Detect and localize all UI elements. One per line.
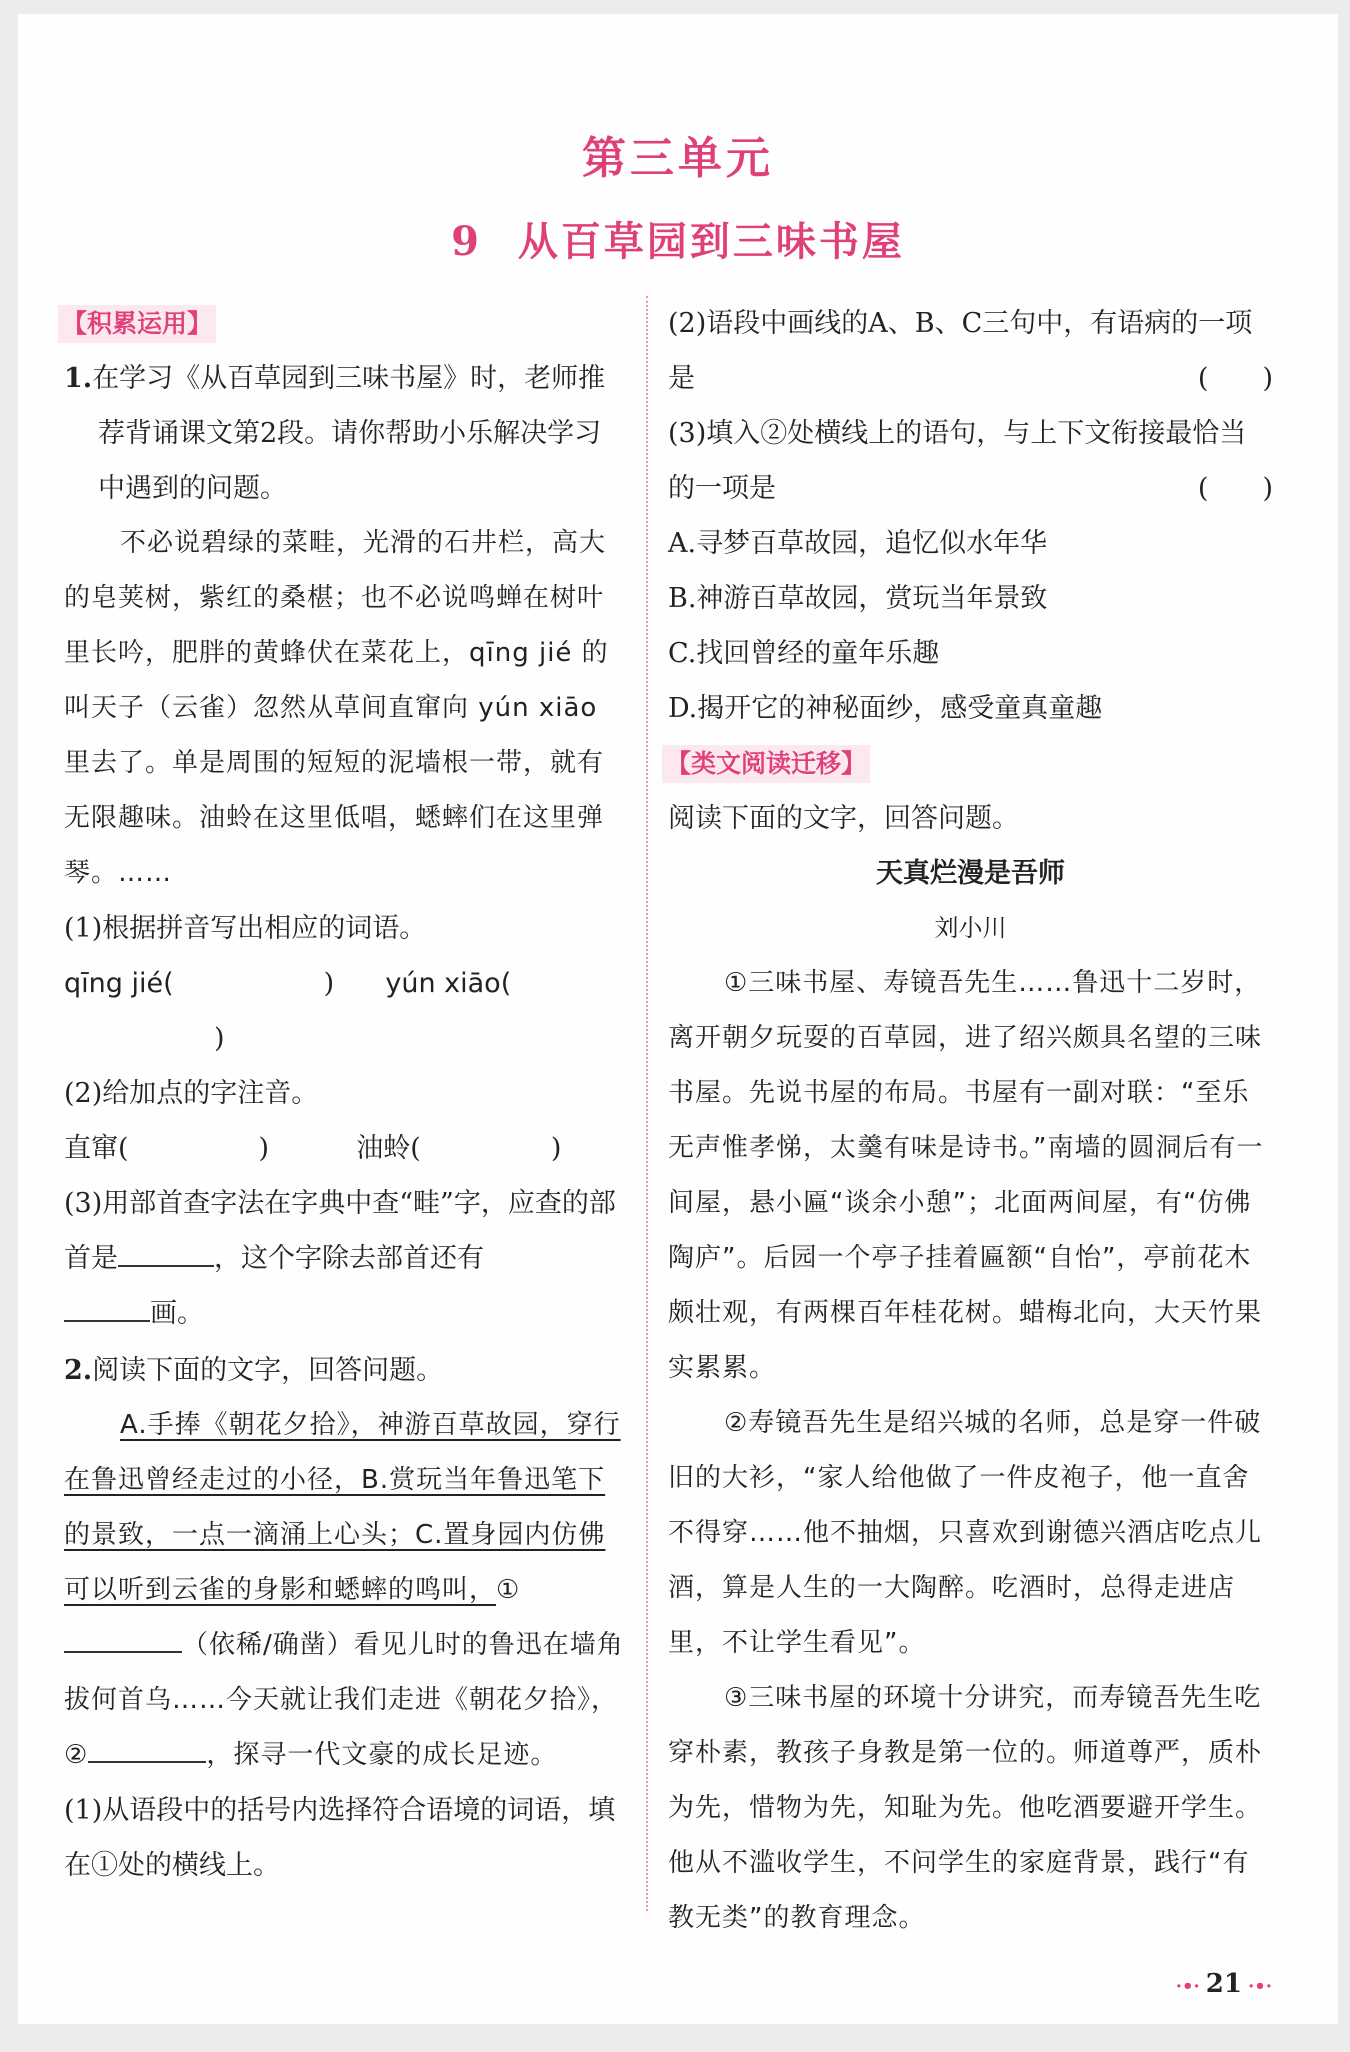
question-1-passage: 不必说碧绿的菜畦，光滑的石井栏，高大的皂荚树，紫红的桑椹；也不必说鸣蝉在树叶里长吟，肥胖的黄蜂伏在菜花上，qīng jié 的叫天子（云雀）忽然从草间直窜向 yún xiāo 里去了。单是周围的短短的泥墙根一带，就有无限趣味。油蛉在这里低唱，蟋蟀们在这里弹琴。…… bbox=[64, 528, 609, 888]
article-paragraph-3: ③三味书屋的环境十分讲究，而寿镜吾先生吃穿朴素，教孩子身教是第一位的。师道尊严，质朴为先，惜物为先，知耻为先。他吃酒要避开学生。他从不滥收学生，不问学生的家庭背景，践行“有教无类”的教育理念。 bbox=[668, 1683, 1263, 1933]
answer-paren-2[interactable]: ( ) bbox=[1197, 473, 1273, 504]
option-d[interactable]: D.揭开它的神秘面纱，感受童真童趣 bbox=[668, 693, 1103, 724]
question-1-number: 1. bbox=[64, 363, 93, 394]
sentence-b: B.赏玩当年鲁迅笔下的景致，一点一滴涌上心头； bbox=[64, 1465, 606, 1550]
page-number bbox=[1170, 1969, 1278, 1999]
radical-blank[interactable] bbox=[118, 1233, 214, 1267]
option-a[interactable]: A.寻梦百草故园，追忆似水年华 bbox=[668, 528, 1048, 559]
section-tag-reading: 【类文阅读迁移】 bbox=[662, 745, 870, 783]
q1-pinyin-row bbox=[64, 956, 624, 1066]
q1-sub3-part-b: ，这个字除去部首还有 bbox=[214, 1243, 484, 1274]
blank-2[interactable] bbox=[88, 1729, 206, 1763]
option-c[interactable]: C.找回曾经的童年乐趣 bbox=[668, 638, 940, 669]
word-2: 油蛉( bbox=[356, 1133, 421, 1164]
q1-sub1: (1)根据拼音写出相应的词语。 bbox=[64, 913, 427, 944]
pinyin-2: yún xiāo( bbox=[385, 968, 512, 999]
left-column bbox=[64, 296, 624, 1893]
workbook-page bbox=[18, 14, 1338, 2024]
passage-continued: （依稀/确凿）看见儿时的鲁迅在墙角拔何首乌……今天就让我们走进《朝花夕拾》，② bbox=[64, 1630, 624, 1770]
q1-sub2: (2)给加点的字注音。 bbox=[64, 1078, 319, 1109]
pinyin-1: qīng jié( bbox=[64, 968, 174, 999]
paren: ) bbox=[214, 1023, 225, 1054]
option-b[interactable]: B.神游百草故园，赏玩当年景致 bbox=[668, 583, 1048, 614]
article-author: 刘小川 bbox=[934, 914, 1007, 942]
question-1-stem bbox=[64, 351, 624, 516]
q1-sub3-part-a: (3)用部首查字法在字典中查“畦”字，应查的部首是 bbox=[64, 1188, 616, 1274]
q2-sub1: (1)从语段中的括号内选择符合语境的词语，填在①处的横线上。 bbox=[64, 1795, 616, 1881]
q2-sub3-text: (3)填入②处横线上的语句，与上下文衔接最恰当的一项是 bbox=[668, 418, 1247, 504]
question-2-stem bbox=[64, 1343, 624, 1398]
question-2-text: 阅读下面的文字，回答问题。 bbox=[92, 1355, 444, 1386]
unit-title: 第三单元 bbox=[582, 133, 774, 184]
article-paragraph-1: ①三味书屋、寿镜吾先生……鲁迅十二岁时，离开朝夕玩耍的百草园，进了绍兴颇具名望的三味书屋。先说书屋的布局。书屋有一副对联：“至乐无声惟孝悌，太羹有味是诗书。”南墙的圆洞后有一间屋，悬小匾“谈余小憩”；北面两间屋，有“仿佛陶庐”。后园一个亭子挂着匾额“自怡”，亭前花木颇壮观，有两棵百年桂花树。蜡梅北向，大天竹果实累累。 bbox=[668, 968, 1264, 1383]
right-column bbox=[668, 296, 1273, 1946]
reading-intro: 阅读下面的文字，回答问题。 bbox=[668, 803, 1019, 834]
lesson-number: 9 bbox=[451, 218, 482, 265]
stroke-count-blank[interactable] bbox=[64, 1288, 150, 1322]
article-paragraph-2: ②寿镜吾先生是绍兴城的名师，总是穿一件破旧的大衫，“家人给他做了一件皮袍子，他一直舍不得穿……他不抽烟，只喜欢到谢德兴酒店吃点儿酒，算是人生的一大陶醉。吃酒时，总得走进店里，不让学生看见”。 bbox=[668, 1408, 1263, 1658]
lesson-name: 从百草园到三味书屋 bbox=[517, 218, 905, 265]
sentence-a: A.手捧《朝花夕拾》，神游百草故园，穿行在鲁迅曾经走过的小径， bbox=[64, 1410, 621, 1495]
question-1-text: 在学习《从百草园到三味书屋》时，老师推荐背诵课文第2段。请你帮助小乐解决学习中遇到的问题。 bbox=[92, 363, 606, 504]
paren: ) bbox=[258, 1133, 270, 1164]
q1-word-row bbox=[64, 1121, 624, 1176]
word-1: 直窜( bbox=[64, 1133, 129, 1164]
paren: ) bbox=[323, 968, 335, 999]
q1-sub3-part-c: 画。 bbox=[150, 1298, 204, 1329]
q2-sub2-text: (2)语段中画线的A、B、C三句中，有语病的一项是 bbox=[668, 308, 1253, 394]
blank-1[interactable] bbox=[64, 1619, 182, 1653]
q2-sub3 bbox=[668, 406, 1273, 516]
q2-sub2 bbox=[668, 296, 1273, 406]
answer-paren-1[interactable]: ( ) bbox=[1197, 363, 1273, 394]
article-title: 天真烂漫是吾师 bbox=[876, 858, 1065, 889]
page-number-text: 21 bbox=[1205, 1969, 1242, 1999]
dot-decoration-icon: ·•· bbox=[1247, 1976, 1272, 1997]
lesson-title bbox=[18, 210, 1338, 267]
sentence-c: C.置身园内仿佛可以听到云雀的身影和蟋蟀的鸣叫， bbox=[64, 1520, 606, 1605]
passage-end: ，探寻一代文豪的成长足迹。 bbox=[206, 1740, 558, 1770]
paren: ) bbox=[550, 1133, 562, 1164]
dot-decoration-icon: ·•· bbox=[1175, 1976, 1200, 1997]
section-tag-accumulate: 【积累运用】 bbox=[58, 305, 216, 343]
q1-sub3 bbox=[64, 1176, 624, 1341]
column-divider bbox=[646, 296, 648, 1911]
blank-1-marker: ① bbox=[496, 1575, 521, 1605]
question-2-number: 2. bbox=[64, 1355, 93, 1386]
question-2-passage bbox=[64, 1398, 624, 1783]
